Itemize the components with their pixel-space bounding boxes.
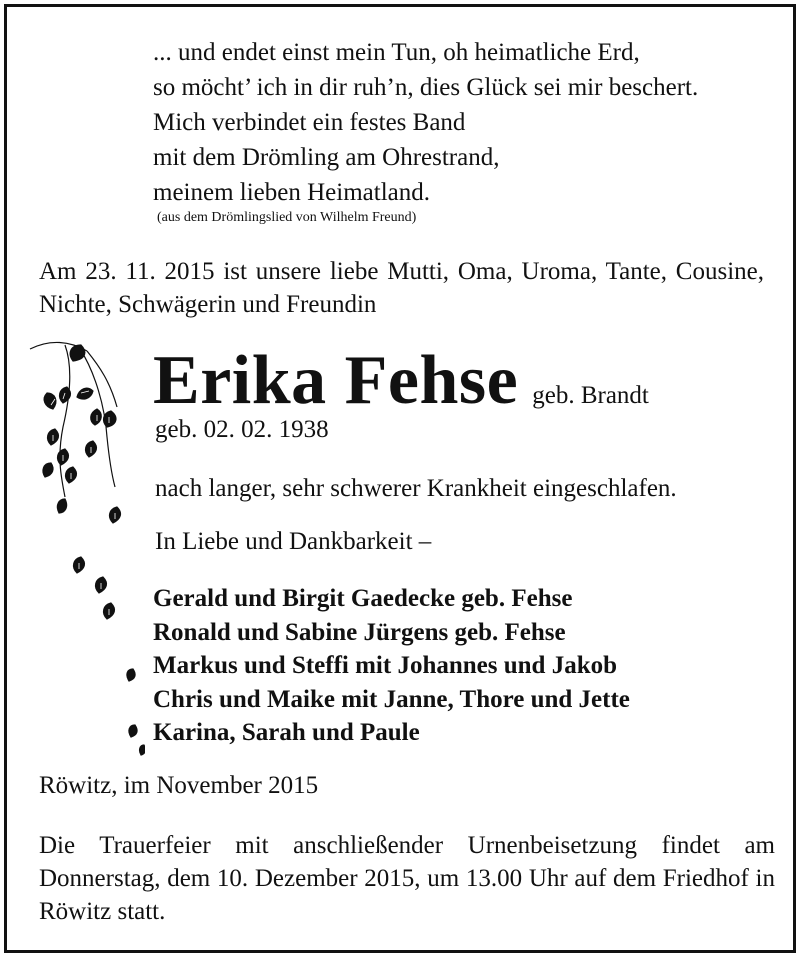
maiden-name: geb. Brandt [532,382,649,409]
poem-source: (aus dem Drömlingslied von Wilhelm Freund) [157,210,417,225]
poem-line: ... und endet einst mein Tun, oh heimatliche Erd, [153,39,640,66]
mourners-list [153,582,630,750]
deceased-name-row [153,343,649,419]
list-item: Ronald und Sabine Jürgens geb. Fehse [153,618,566,646]
list-item: Gerald und Birgit Gaedecke geb. Fehse [153,585,573,612]
deceased-name: Erika Fehse [153,342,519,419]
place-date: Röwitz, im November 2015 [39,772,319,799]
list-item: Markus und Steffi mit Johannes und Jakob [153,652,618,679]
list-item: Karina, Sarah und Paule [153,719,420,746]
obituary-frame [4,4,796,953]
poem-line: so möcht’ ich in dir ruh’n, dies Glück sei mir beschert. [153,74,699,101]
intro-text: Am 23. 11. 2015 ist unsere liebe Mutti, Oma, Uroma, Tante, Cousine, Nichte, Schwägerin und Freundin [39,258,764,318]
falling-birch-leaves-icon [25,337,145,767]
poem-line: mit dem Drömling am Ohrestrand, [153,144,500,171]
list-item: Chris und Maike mit Janne, Thore und Jette [153,685,630,713]
poem-line: meinem lieben Heimatland. [153,179,430,206]
funeral-notice: Die Trauerfeier mit anschließender Urnenbeisetzung findet am Donnerstag, dem 10. Dezember 2015, um 13.00 Uhr auf dem Friedhof in Röwitz statt. [39,832,775,925]
birth-date: geb. 02. 02. 1938 [155,416,329,443]
farewell-text: In Liebe und Dankbarkeit – [155,528,432,555]
passing-text: nach langer, sehr schwerer Krankheit eingeschlafen. [155,475,677,502]
poem-line: Mich verbindet ein festes Band [153,109,466,136]
poem [153,35,698,210]
